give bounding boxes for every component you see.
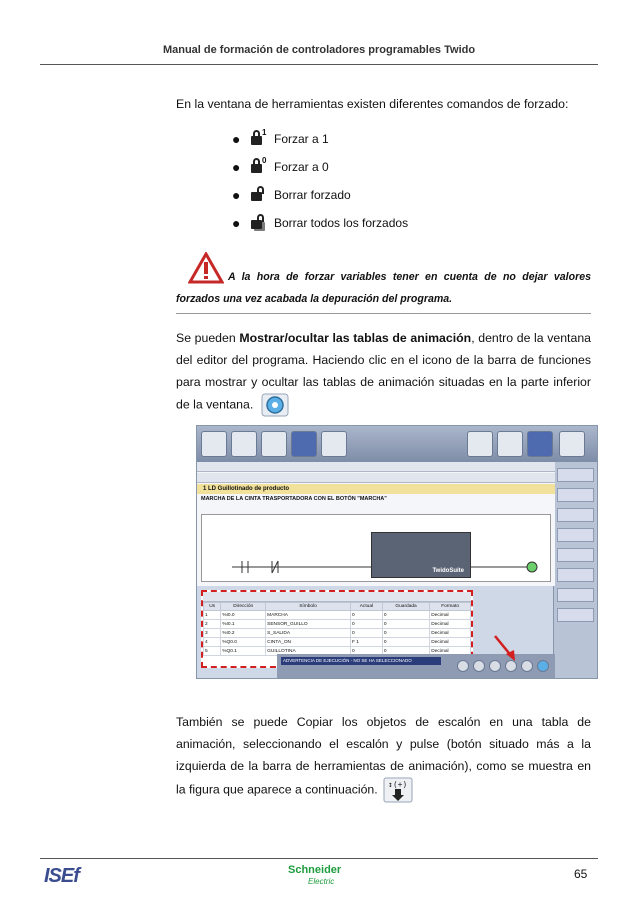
section-title: 1 LD Guillotinado de producto xyxy=(197,484,555,494)
col-header[interactable]: Guardada xyxy=(382,603,429,611)
toggle-animation-table-button[interactable] xyxy=(537,660,549,672)
panel-item[interactable] xyxy=(557,468,594,482)
col-header[interactable]: Actual xyxy=(350,603,382,611)
twidosuite-screenshot xyxy=(196,425,598,679)
cmd-label: Borrar forzado xyxy=(274,188,351,202)
page-header-title: Manual de formación de controladores programables Twido xyxy=(162,44,476,56)
right-task-panel xyxy=(553,462,597,679)
panel-item[interactable] xyxy=(557,508,594,522)
lock-0-icon: 0 xyxy=(248,158,268,176)
cmd-clear-force xyxy=(232,184,351,206)
animation-table xyxy=(203,602,471,656)
animation-tables-paragraph: Se pueden Mostrar/ocultar las tablas de animación, dentro de la ventana del editor del programa. Haciendo clic en el icono de la barra de funciones para mostrar y ocultar las tablas de animación situadas en la parte inferior de la ventana. xyxy=(176,327,591,417)
program-button[interactable] xyxy=(291,431,317,457)
editor-toolbar-1[interactable] xyxy=(197,462,555,472)
red-arrow-icon xyxy=(493,634,519,662)
table-row[interactable]: 1 %I0.0 MARCHA 0 0 Decimal xyxy=(204,611,471,620)
program-sub-button[interactable] xyxy=(497,431,523,457)
status-message: ADVERTENCIA DE EJECUCIÓN - NO SE HA SELECCIONADO xyxy=(281,657,441,665)
info-button[interactable] xyxy=(201,431,227,457)
emphasis-mostrar-ocultar: Mostrar/ocultar las tablas de animación xyxy=(239,331,472,345)
col-header[interactable]: Us xyxy=(204,603,221,611)
col-header[interactable]: Símbolo xyxy=(266,603,351,611)
twidosuite-brand: TwidoSuite xyxy=(432,568,464,574)
separator-rule xyxy=(176,313,591,314)
nav-back-button[interactable] xyxy=(457,660,469,672)
table-row[interactable]: 5 %Q0.1 GUILLOTINA 0 0 Decimal xyxy=(204,647,471,656)
cmd-label: Forzar a 0 xyxy=(274,160,329,174)
animation-toggle-icon xyxy=(261,393,289,417)
plc-button[interactable] xyxy=(559,431,585,457)
lock-1-icon: 1 xyxy=(248,130,268,148)
cmd-clear-all-forces xyxy=(232,212,408,234)
nav-button[interactable] xyxy=(473,660,485,672)
footer-rule xyxy=(40,858,598,859)
panel-item[interactable] xyxy=(557,588,594,602)
rung-title: MARCHA DE LA CINTA TRASPORTADORA CON EL BOTÓN "MARCHA" xyxy=(201,496,387,502)
cmd-force-0 xyxy=(232,156,329,178)
page-number: 65 xyxy=(574,867,588,881)
cmd-label: Forzar a 1 xyxy=(274,132,329,146)
intro-paragraph: En la ventana de herramientas existen diferentes comandos de forzado: xyxy=(176,97,569,111)
editor-toolbar-2[interactable] xyxy=(197,473,555,483)
warning-text: A la hora de forzar variables tener en cuenta de no dejar valores forzados una vez acabada la depuración del programa. xyxy=(176,271,591,305)
project-button[interactable] xyxy=(231,431,257,457)
col-header[interactable]: Dirección xyxy=(221,603,266,611)
bullet: ● xyxy=(232,187,241,203)
panel-item[interactable] xyxy=(557,548,594,562)
unlock-all-icon xyxy=(248,214,268,232)
cmd-label: Borrar todos los forzados xyxy=(274,216,409,230)
describe-button[interactable] xyxy=(261,431,287,457)
app-topbar xyxy=(197,426,598,462)
twidosuite-dialog[interactable] xyxy=(371,532,471,578)
force-commands-list xyxy=(232,128,410,238)
animation-copy-button[interactable] xyxy=(521,660,533,672)
table-row[interactable]: 3 %I0.2 S_SALIDA 0 0 Decimal xyxy=(204,629,471,638)
bullet: ● xyxy=(232,159,241,175)
copy-paragraph: También se puede Copiar los objetos de escalón en una tabla de animación, seleccionando el escalón y pulse (botón situado más a la izquierda de la barra de herramientas de animación), como se muestra en la figura que aparece a continuación. ↕(+) xyxy=(176,711,591,803)
animation-table-toolbar[interactable] xyxy=(203,592,471,602)
schneider-logo: Schneider Electric xyxy=(288,864,342,886)
header-rule xyxy=(40,64,598,65)
program-editor xyxy=(197,462,555,586)
document-button[interactable] xyxy=(321,431,347,457)
panel-item[interactable] xyxy=(557,528,594,542)
bullet: ● xyxy=(232,215,241,231)
panel-item[interactable] xyxy=(557,608,594,622)
table-row[interactable]: 4 %Q0.0 CINTA_ON F 1 0 Decimal xyxy=(204,638,471,647)
unlock-icon xyxy=(248,186,268,204)
panel-item[interactable] xyxy=(557,488,594,502)
panel-item[interactable] xyxy=(557,568,594,582)
table-row[interactable]: 2 %I0.1 SENSOR_GUILLO 0 0 Decimal xyxy=(204,620,471,629)
copy-rung-icon xyxy=(383,777,413,803)
isef-logo: ISEf xyxy=(44,865,79,887)
cmd-force-1 xyxy=(232,128,329,150)
configure-button[interactable] xyxy=(467,431,493,457)
debug-button[interactable] xyxy=(527,431,553,457)
svg-text:↕(+): ↕(+) xyxy=(388,780,408,789)
bullet: ● xyxy=(232,131,241,147)
col-header[interactable]: Formato xyxy=(430,603,471,611)
